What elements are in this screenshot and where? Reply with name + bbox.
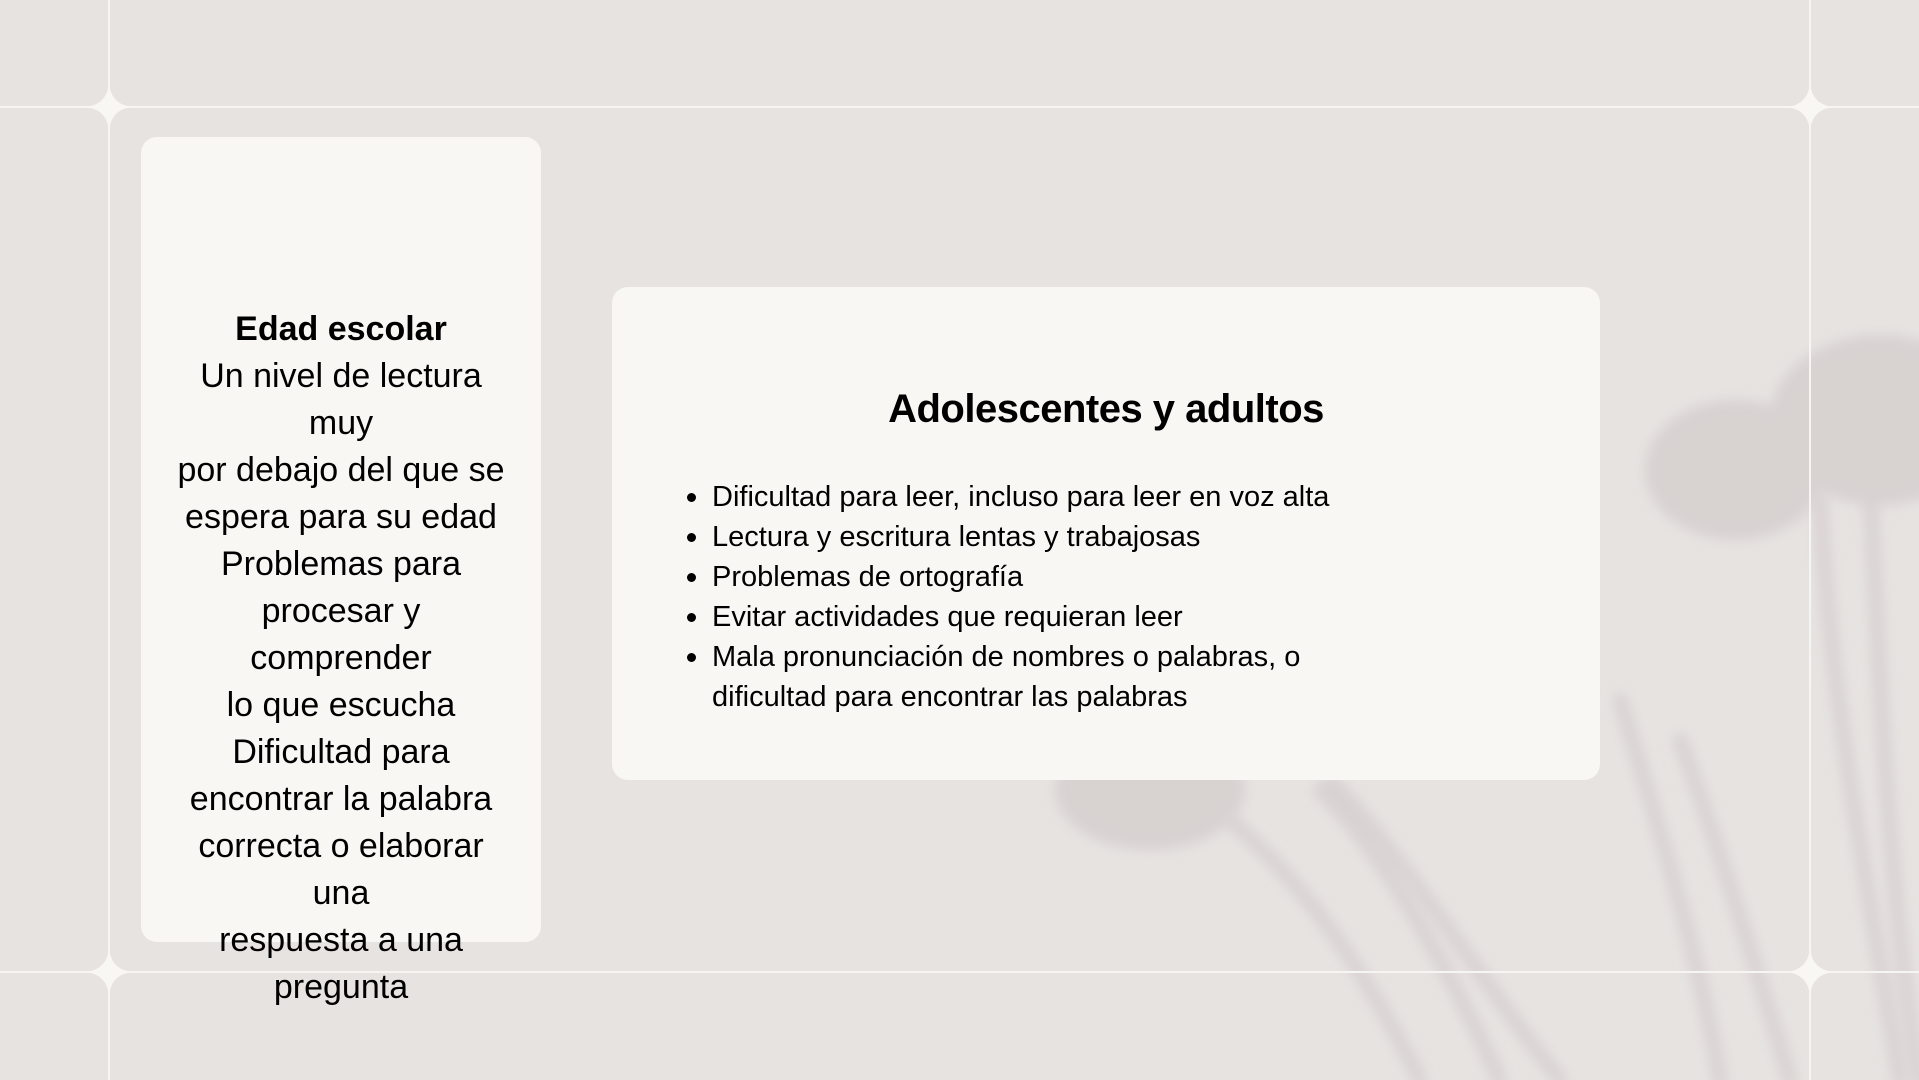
sparkle-icon [85,83,133,131]
list-item [688,637,1412,717]
school-age-line: procesar y [261,592,421,630]
school-age-line: muy [308,404,374,442]
sparkle-icon [85,948,133,996]
school-age-line: lo que escucha [226,686,456,724]
list-item-text: Lectura y escritura lentas y trabajosas [712,521,1201,553]
sparkle-icon [1786,948,1834,996]
list-item [688,477,1488,517]
bullet-icon [687,533,696,542]
school-age-line: espera para su edad [185,498,497,536]
adolescents-adults-card [612,287,1600,780]
bullet-icon [687,613,696,622]
list-item-text: Dificultad para leer, incluso para leer en voz alta [712,481,1330,513]
list-item [688,597,1488,637]
school-age-line: Dificultad para [232,733,450,771]
school-age-line: Un nivel de lectura [200,357,482,395]
list-item-text: Problemas de ortografía [712,561,1024,593]
school-age-line: correcta o elaborar [198,827,484,865]
bullet-icon [687,493,696,502]
grid-line-right [1809,0,1811,1080]
school-age-line: una [312,874,370,912]
adolescents-adults-title: Adolescentes y adultos [888,387,1324,431]
school-age-line: pregunta [273,968,409,1006]
school-age-line: Problemas para [220,545,461,583]
bullet-icon [687,573,696,582]
school-age-text [141,306,541,1011]
school-age-line: por debajo del que se [177,451,505,489]
sparkle-icon [1786,83,1834,131]
school-age-line: respuesta a una [219,921,463,959]
school-age-title: Edad escolar [235,310,447,348]
symptom-list [688,477,1488,717]
list-item-text: Mala pronunciación de nombres o palabras, o dificultad para encontrar las palabras [712,641,1301,713]
grid-line-top [0,106,1919,108]
grid-line-left [108,0,110,1080]
bullet-icon [687,653,696,662]
school-age-line: comprender [250,639,432,677]
school-age-card [141,137,541,1006]
list-item [688,557,1488,597]
list-item [688,517,1488,557]
school-age-line: encontrar la palabra [189,780,493,818]
list-item-text: Evitar actividades que requieran leer [712,601,1183,633]
